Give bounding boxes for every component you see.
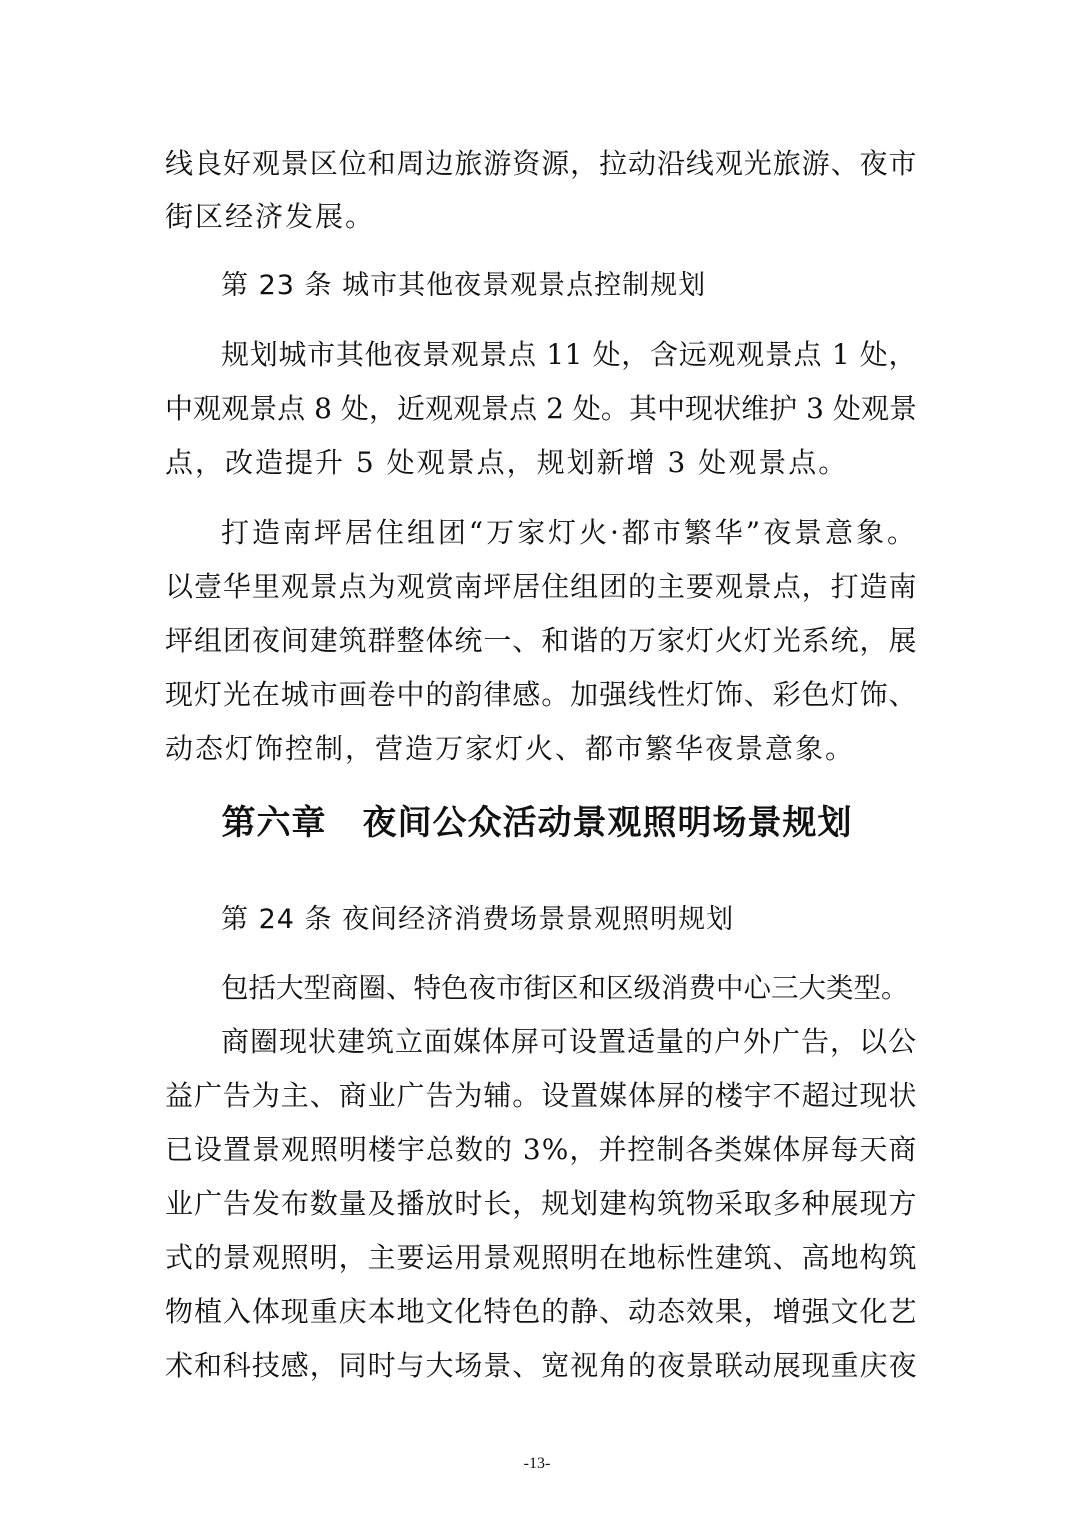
paragraph-line: 街区经济发展。 (165, 200, 376, 233)
paragraph-line: 中观观景点 8 处，近观观景点 2 处。其中现状维护 3 处观景 (165, 392, 917, 425)
article-23-heading: 第 23 条 城市其他夜景观景点控制规划 (221, 270, 707, 301)
paragraph-line: 物植入体现重庆本地文化特色的静、动态效果，增强文化艺 (165, 1295, 917, 1328)
article-24-heading: 第 24 条 夜间经济消费场景景观照明规划 (221, 904, 735, 935)
paragraph-line: 术和科技感，同时与大场景、宽视角的夜景联动展现重庆夜 (165, 1349, 917, 1382)
paragraph-line: 式的景观照明，主要运用景观照明在地标性建筑、高地构筑 (165, 1241, 917, 1274)
paragraph-line: 已设置景观照明楼宇总数的 3%，并控制各类媒体屏每天商 (165, 1133, 918, 1166)
paragraph-line: 以壹华里观景点为观赏南坪居住组团的主要观景点，打造南 (165, 570, 917, 603)
chapter-title-text: 夜间公众活动景观照明场景规划 (362, 803, 853, 843)
chapter-6-heading (0, 800, 1074, 846)
paragraph-line: 包括大型商圈、特色夜市街区和区级消费中心三大类型。 (221, 972, 909, 1004)
paragraph-line: 坪组团夜间建筑群整体统一、和谐的万家灯火灯光系统，展 (165, 624, 917, 657)
paragraph-line: 业广告发布数量及播放时长，规划建构筑物采取多种展现方 (165, 1187, 917, 1220)
page-number: -13- (523, 1455, 551, 1472)
chapter-number: 第六章 (221, 803, 327, 843)
paragraph-line: 规划城市其他夜景观景点 11 处，含远观观景点 1 处， (221, 338, 917, 371)
paragraph-line: 点，改造提升 5 处观景点，规划新增 3 处观景点。 (165, 446, 849, 479)
paragraph-line: 商圈现状建筑立面媒体屏可设置适量的户外广告，以公 (221, 1025, 918, 1058)
paragraph-line: 现灯光在城市画卷中的韵律感。加强线性灯饰、彩色灯饰、 (165, 678, 917, 711)
paragraph-line: 动态灯饰控制，营造万家灯火、都市繁华夜景意象。 (165, 732, 856, 765)
paragraph-line: 线良好观景区位和周边旅游资源，拉动沿线观光旅游、夜市 (165, 147, 917, 180)
paragraph-line: 打造南坪居住组团“万家灯火·都市繁华”夜景意象。 (221, 516, 917, 549)
paragraph-line: 益广告为主、商业广告为辅。设置媒体屏的楼宇不超过现状 (165, 1079, 917, 1112)
